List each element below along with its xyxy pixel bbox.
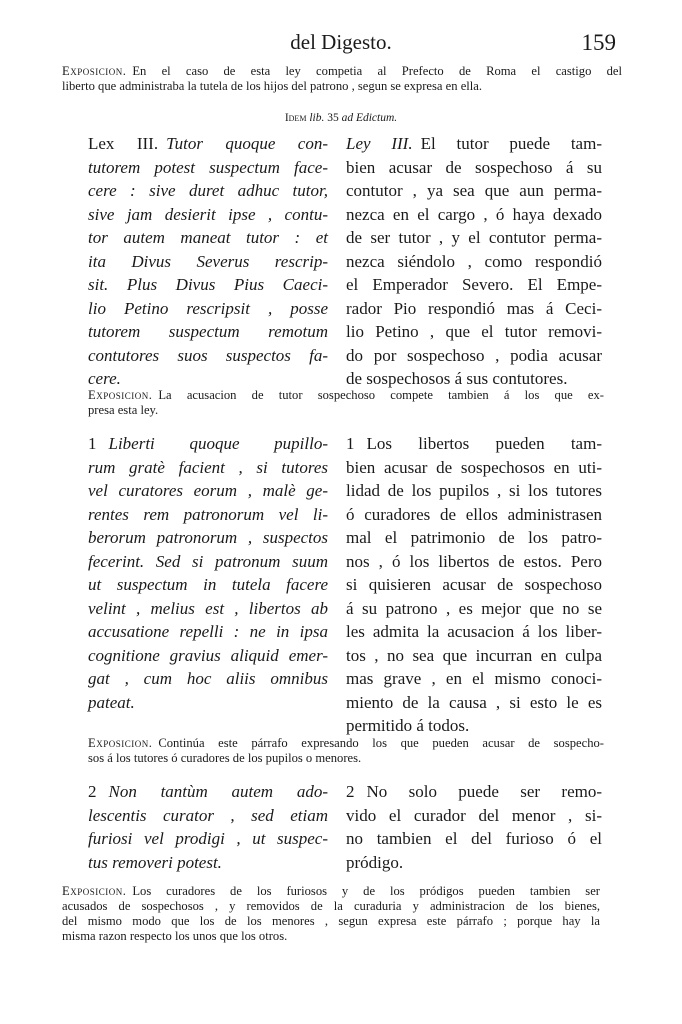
latin-lead: Lex III. [88, 134, 159, 153]
page-number: 159 [581, 30, 616, 55]
latin-line: tutorem suspectum remotum [88, 322, 328, 341]
paragraph-number: 1 [88, 434, 97, 453]
latin-column [88, 132, 328, 391]
exposicion-note [62, 884, 600, 944]
note-line: del mismo modo que los de los menores , segun expresa este párrafo ; porque hay la [62, 914, 600, 928]
spanish-column [346, 780, 602, 874]
spanish-line: de sospechosos á sus contutores. [346, 369, 568, 388]
note-label: Exposicion. [62, 884, 127, 898]
exposicion-note [62, 64, 622, 94]
running-head [0, 30, 682, 60]
source-citation [0, 112, 682, 124]
latin-line: cognitione gravius aliquid emer- [88, 645, 328, 665]
latin-line: lescentis curator , sed etiam [88, 805, 328, 825]
latin-line: accusatione repelli : ne in ipsa [88, 622, 328, 641]
latin-line: Tutor quoque con- [166, 134, 328, 153]
latin-line: sit. Plus Divus Pius Caeci- [88, 275, 328, 294]
source-number: 35 [327, 112, 339, 124]
exposicion-note [88, 736, 604, 766]
spanish-line: mal el patrimonio de los patro- [346, 528, 602, 547]
spanish-column [346, 432, 602, 738]
note-line: Los curadores de los furiosos y de los pródigos pueden tambien ser [132, 884, 600, 898]
paragraph-number: 2 [88, 782, 97, 801]
spanish-line: vido el curador del menor , si- [346, 805, 602, 825]
note-label: Exposicion. [62, 64, 127, 78]
spanish-line: lio Petino , que el tutor removi- [346, 322, 602, 341]
note-line: misma razon respecto los unos que los otros. [62, 929, 288, 943]
note-line: sos á los tutores ó curadores de los pupilos o menores. [88, 751, 362, 765]
note-line: En el caso de esta ley competia al Prefecto de Roma el castigo del [132, 64, 622, 78]
spanish-line: miento de la causa , si esto le es [346, 692, 602, 712]
latin-line: fecerint. Sed si patronum suum [88, 551, 328, 571]
spanish-line: bien acusar de sospechosos en uti- [346, 457, 602, 477]
note-label: Exposicion. [88, 736, 153, 750]
latin-column [88, 780, 328, 874]
latin-line: contutores suos suspectos fa- [88, 345, 328, 365]
spanish-line: les admita la acusacion á los liber- [346, 622, 602, 641]
spanish-line: si quisieren acusar de sospechoso [346, 575, 602, 594]
latin-line: sive jam desierit ipse , contu- [88, 204, 328, 224]
spanish-line: de ser tutor , y el contutor perma- [346, 228, 602, 247]
spanish-line: Los libertos pueden tam- [366, 434, 602, 453]
latin-line: rentes rem patronorum vel li- [88, 504, 328, 524]
latin-line: cere. [88, 369, 121, 388]
spanish-line: do por sospechoso , podia acusar [346, 345, 602, 365]
latin-line: lio Petino rescripsit , posse [88, 298, 328, 318]
spanish-line: No solo puede ser remo- [366, 782, 602, 801]
spanish-line: tos , no sea que incurran en culpa [346, 645, 602, 665]
spanish-lead: Ley III. [346, 134, 413, 153]
note-label: Exposicion. [88, 388, 153, 402]
exposicion-note [88, 388, 604, 418]
latin-line: rum gratè facient , si tutores [88, 457, 328, 477]
source-edict: ad Edictum. [341, 112, 398, 124]
latin-line: ita Divus Severus rescrip- [88, 251, 328, 271]
latin-line: gat , cum hoc aliis omnibus [88, 669, 328, 688]
spanish-line: el Emperador Severo. El Empe- [346, 275, 602, 294]
paragraph-number: 2 [346, 782, 355, 801]
note-line: La acusacion de tutor sospechoso compete tambien á los que ex- [158, 388, 604, 402]
spanish-line: ó curadores de ellos administrasen [346, 504, 602, 524]
running-title: del Digesto. [290, 30, 392, 54]
note-line: Continúa este párrafo expresando los que pueden acusar de sospecho- [158, 736, 604, 750]
latin-column [88, 432, 328, 714]
spanish-line: contutor , ya sea que aun perma- [346, 181, 602, 200]
latin-line: Non tantùm autem ado- [108, 782, 328, 801]
spanish-line: permitido á todos. [346, 716, 470, 735]
latin-line: ut suspectum in tutela facere [88, 575, 328, 594]
spanish-line: pródigo. [346, 852, 404, 872]
spanish-line: nezca siéndolo , como respondió [346, 251, 602, 271]
latin-line: tutorem potest suspectum face- [88, 157, 328, 177]
spanish-line: nezca en el cargo , ó haya dexado [346, 204, 602, 224]
spanish-line: El tutor puede tam- [420, 134, 602, 153]
latin-line: berorum patronorum , suspectos [88, 528, 328, 547]
latin-line: tus removeri potest. [88, 852, 222, 872]
spanish-line: á su patrono , es mejor que no se [346, 598, 602, 618]
paragraph-number: 1 [346, 434, 355, 453]
note-line: presa esta ley. [88, 403, 159, 417]
source-book: lib. [309, 112, 325, 124]
latin-line: cere : sive duret adhuc tutor, [88, 181, 328, 200]
latin-line: vel curatores eorum , malè ge- [88, 481, 328, 500]
spanish-line: mas grave , en el mismo conoci- [346, 669, 602, 688]
spanish-line: rador Pio respondió mas á Ceci- [346, 298, 602, 318]
spanish-line: no tambien el del furioso ó el [346, 829, 602, 848]
spanish-column [346, 132, 602, 391]
note-line: acusados de sospechosos , y removidos de la curaduria y administracion de los bienes, [62, 899, 600, 913]
latin-line: pateat. [88, 692, 135, 712]
latin-line: tor autem maneat tutor : et [88, 228, 328, 247]
latin-line: Liberti quoque pupillo- [108, 434, 328, 453]
spanish-line: lidad de los pupilos , si los tutores [346, 481, 602, 500]
latin-line: furiosi vel prodigi , ut suspec- [88, 829, 328, 848]
spanish-line: nos , ó los libertos de estos. Pero [346, 551, 602, 571]
latin-line: velint , melius est , libertos ab [88, 598, 328, 618]
spanish-line: bien acusar de sospechoso á su [346, 157, 602, 177]
source-prefix: Idem [284, 112, 307, 124]
note-line: liberto que administraba la tutela de los hijos del patrono , segun se expresa en ella. [62, 79, 483, 93]
